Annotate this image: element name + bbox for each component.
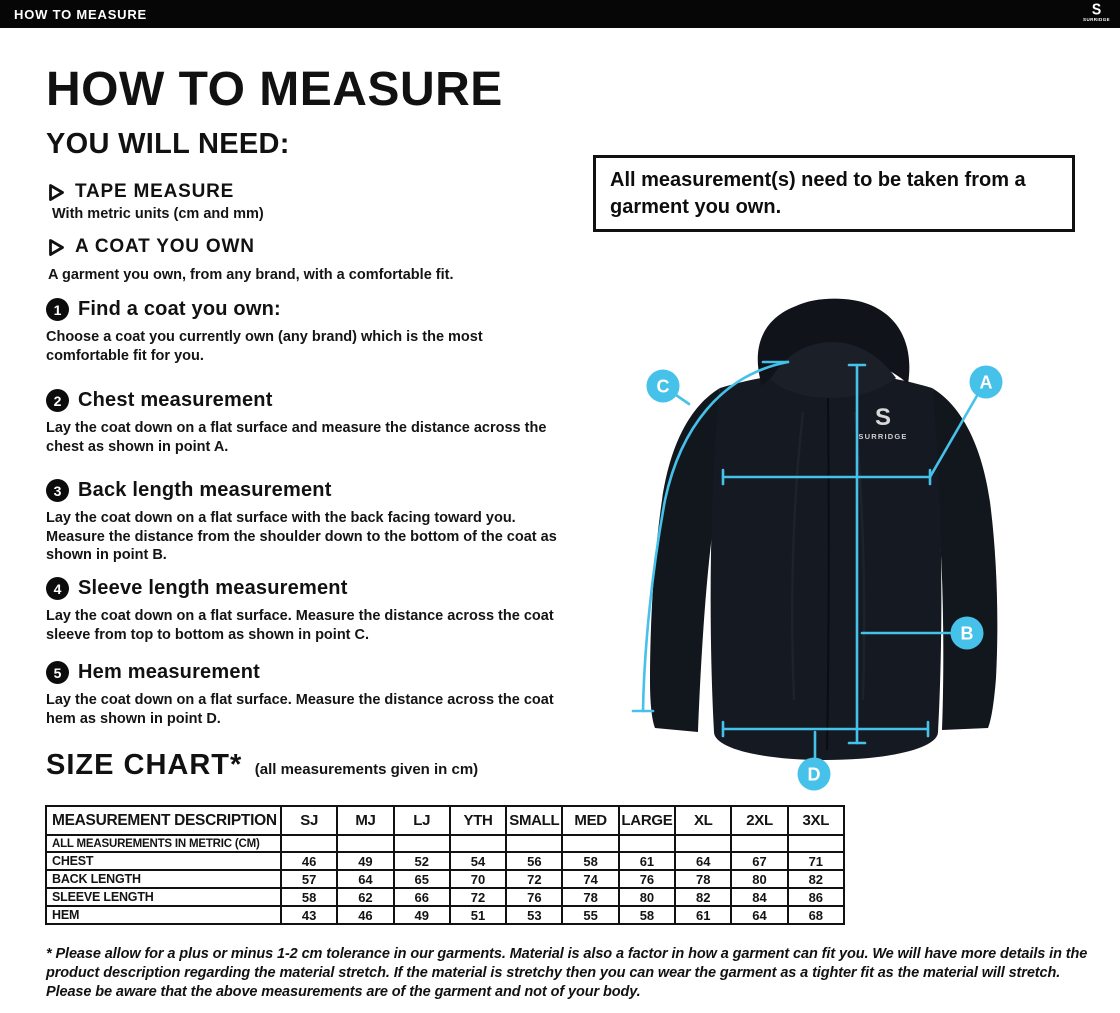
cell-value: 46 <box>281 852 337 870</box>
step-heading <box>46 479 598 502</box>
triangle-bullet-icon <box>48 183 65 202</box>
cell-value: 82 <box>675 888 731 906</box>
note-box <box>593 155 1075 232</box>
row-label: CHEST <box>46 852 281 870</box>
garment-logo-icon: S <box>874 404 892 431</box>
cell-value: 56 <box>506 852 562 870</box>
cell-value: 68 <box>788 906 844 924</box>
metric-note-row <box>46 835 844 852</box>
step-number-badge: 5 <box>46 661 69 684</box>
empty-cell <box>788 835 844 852</box>
cell-value: 74 <box>562 870 618 888</box>
cell-value: 78 <box>675 870 731 888</box>
step-title: Back length measurement <box>78 479 332 501</box>
point-d-label: D <box>807 764 821 785</box>
need-description: With metric units (cm and mm) <box>52 206 264 222</box>
point-b-label: B <box>960 623 974 644</box>
step-heading <box>46 298 598 321</box>
step-number-badge: 2 <box>46 389 69 412</box>
column-header: 2XL <box>731 806 787 835</box>
jacket-torso <box>711 372 942 760</box>
table-row-hem <box>46 906 844 924</box>
point-b-marker <box>951 617 984 650</box>
garment-logo-text: SURRIDGE <box>858 432 908 441</box>
step-1 <box>46 298 598 365</box>
table-row-chest <box>46 852 844 870</box>
column-header: XL <box>675 806 731 835</box>
row-label: SLEEVE LENGTH <box>46 888 281 906</box>
step-heading <box>46 577 598 600</box>
cell-value: 84 <box>731 888 787 906</box>
tolerance-footnote: * Please allow for a plus or minus 1-2 cm tolerance in our garments. Material is also a factor in how a garment can fit you. We will have more details in the product description regarding the material stretch. If the material is stretchy then you can wear the garment as a tighter fit as the material will stretch. Please be aware that the above measurements are of the garment and not of your body. <box>46 946 1088 1000</box>
point-a-label: A <box>979 372 993 393</box>
metric-note: ALL MEASUREMENTS IN METRIC (CM) <box>46 835 281 852</box>
page-title: HOW TO MEASURE <box>46 63 503 116</box>
cell-value: 71 <box>788 852 844 870</box>
step-body: Choose a coat you currently own (any brand) which is the most comfortable fit for you. <box>46 329 483 364</box>
column-header: MJ <box>337 806 393 835</box>
step-3 <box>46 479 598 565</box>
note-box-text: All measurement(s) need to be taken from a garment you own. <box>610 168 1026 218</box>
step-2 <box>46 389 598 456</box>
size-chart-table <box>45 805 845 925</box>
step-number-badge: 3 <box>46 479 69 502</box>
cell-value: 49 <box>337 852 393 870</box>
step-title: Find a coat you own: <box>78 298 281 320</box>
step-title: Chest measurement <box>78 389 273 411</box>
empty-cell <box>394 835 450 852</box>
cell-value: 72 <box>506 870 562 888</box>
cell-value: 64 <box>731 906 787 924</box>
step-body: Lay the coat down on a flat surface. Measure the distance across the coat hem as shown in point D. <box>46 692 554 727</box>
step-heading <box>46 661 598 684</box>
cell-value: 62 <box>337 888 393 906</box>
cell-value: 80 <box>619 888 675 906</box>
empty-cell <box>337 835 393 852</box>
cell-value: 86 <box>788 888 844 906</box>
table-row-back-length <box>46 870 844 888</box>
need-item-tape-measure <box>48 181 234 203</box>
step-title: Hem measurement <box>78 661 260 683</box>
you-will-need-heading: YOU WILL NEED: <box>46 128 290 160</box>
surridge-logo <box>1083 2 1110 22</box>
jacket-illustration <box>650 299 997 760</box>
column-header: MED <box>562 806 618 835</box>
column-header: LARGE <box>619 806 675 835</box>
empty-cell <box>675 835 731 852</box>
jacket-measurement-diagram <box>600 280 1090 810</box>
surridge-logo-text: SURRIDGE <box>1083 16 1110 22</box>
row-label: HEM <box>46 906 281 924</box>
cell-value: 52 <box>394 852 450 870</box>
cell-value: 46 <box>337 906 393 924</box>
empty-cell <box>731 835 787 852</box>
surridge-logo-icon: S <box>1091 0 1102 19</box>
column-header: MEASUREMENT DESCRIPTION <box>46 806 281 835</box>
need-label: TAPE MEASURE <box>75 181 235 202</box>
column-header: YTH <box>450 806 506 835</box>
cell-value: 64 <box>675 852 731 870</box>
column-header: 3XL <box>788 806 844 835</box>
size-chart-heading <box>46 749 478 782</box>
cell-value: 80 <box>731 870 787 888</box>
cell-value: 61 <box>619 852 675 870</box>
step-5 <box>46 661 598 728</box>
size-chart-subtitle: (all measurements given in cm) <box>254 761 479 778</box>
cell-value: 78 <box>562 888 618 906</box>
cell-value: 43 <box>281 906 337 924</box>
cell-value: 64 <box>337 870 393 888</box>
step-heading <box>46 389 598 412</box>
step-number-badge: 1 <box>46 298 69 321</box>
cell-value: 72 <box>450 888 506 906</box>
point-d-marker <box>798 758 831 791</box>
empty-cell <box>281 835 337 852</box>
table-row-sleeve-length <box>46 888 844 906</box>
cell-value: 76 <box>619 870 675 888</box>
cell-value: 65 <box>394 870 450 888</box>
cell-value: 54 <box>450 852 506 870</box>
need-item-coat <box>48 236 255 258</box>
empty-cell <box>506 835 562 852</box>
step-title: Sleeve length measurement <box>78 577 348 599</box>
cell-value: 58 <box>281 888 337 906</box>
empty-cell <box>450 835 506 852</box>
jacket-right-sleeve <box>932 388 997 730</box>
cell-value: 55 <box>562 906 618 924</box>
point-c-marker <box>647 370 680 403</box>
cell-value: 82 <box>788 870 844 888</box>
cell-value: 67 <box>731 852 787 870</box>
cell-value: 66 <box>394 888 450 906</box>
cell-value: 58 <box>619 906 675 924</box>
point-c-label: C <box>656 376 670 397</box>
row-label: BACK LENGTH <box>46 870 281 888</box>
cell-value: 53 <box>506 906 562 924</box>
column-header: LJ <box>394 806 450 835</box>
step-body: Lay the coat down on a flat surface. Measure the distance across the coat sleeve from top to bottom as shown in point C. <box>46 608 554 643</box>
empty-cell <box>619 835 675 852</box>
step-4 <box>46 577 598 644</box>
topbar-title: HOW TO MEASURE <box>14 6 148 22</box>
need-label: A COAT YOU OWN <box>75 236 255 257</box>
empty-cell <box>562 835 618 852</box>
step-body: Lay the coat down on a flat surface and measure the distance across the chest as shown in point A. <box>46 420 547 455</box>
cell-value: 49 <box>394 906 450 924</box>
step-number-badge: 4 <box>46 577 69 600</box>
triangle-bullet-icon <box>48 238 65 257</box>
column-header: SJ <box>281 806 337 835</box>
step-body: Lay the coat down on a flat surface with the back facing toward you. Measure the distance from the shoulder down to the bottom of the coat as shown in point B. <box>46 510 557 563</box>
point-c-connector-line <box>676 395 689 404</box>
cell-value: 51 <box>450 906 506 924</box>
cell-value: 58 <box>562 852 618 870</box>
size-chart-title: SIZE CHART* <box>46 749 243 781</box>
cell-value: 61 <box>675 906 731 924</box>
table-header-row <box>46 806 844 835</box>
column-header: SMALL <box>506 806 562 835</box>
cell-value: 57 <box>281 870 337 888</box>
cell-value: 70 <box>450 870 506 888</box>
need-description: A garment you own, from any brand, with a comfortable fit. <box>48 267 454 283</box>
cell-value: 76 <box>506 888 562 906</box>
point-a-marker <box>970 366 1003 399</box>
top-bar <box>0 0 1120 28</box>
